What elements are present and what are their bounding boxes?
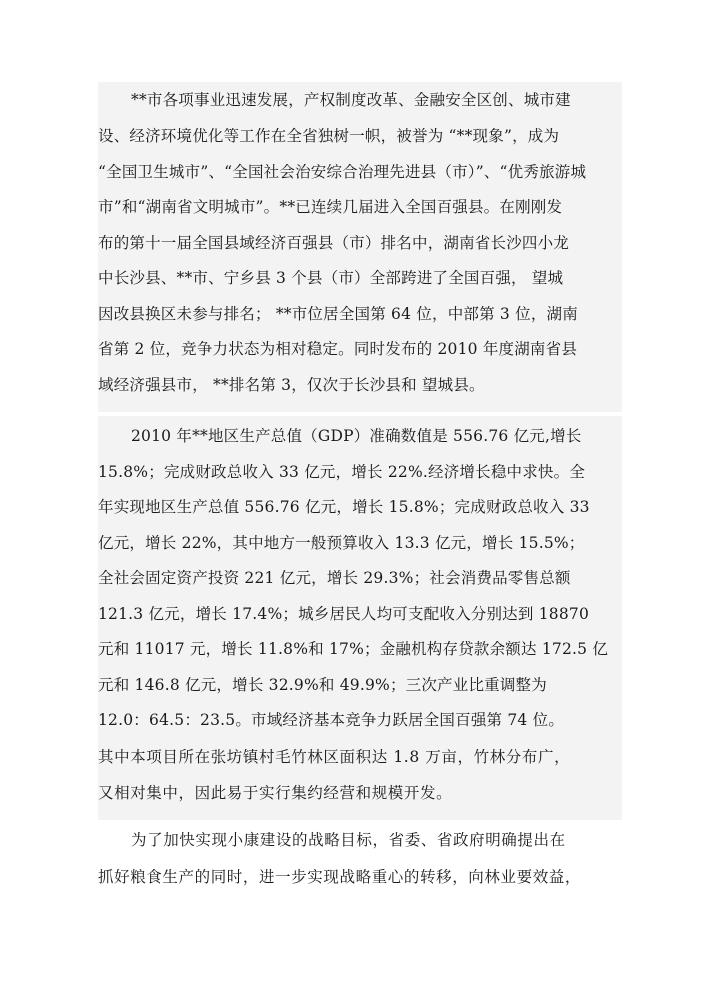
paragraph-1 bbox=[98, 82, 622, 412]
paragraph-2-line-4: 亿元，增长 22%，其中地方一般预算收入 13.3 亿元，增长 15.5%； bbox=[98, 534, 585, 552]
paragraph-1-line-8: 省第 2 位，竞争力状态为相对稳定。同时发布的 2010 年度湖南省县 bbox=[98, 340, 578, 358]
paragraph-2-line-8: 元和 146.8 亿元，增长 32.9%和 49.9%；三次产业比重调整为 bbox=[98, 676, 547, 694]
paragraph-1-line-4: 市”和“湖南省文明城市”。**已连续几届进入全国百强县。在刚刚发 bbox=[98, 198, 563, 216]
paragraph-3-line-1: 为了加快实现小康建设的战略目标，省委、省政府明确提出在 bbox=[131, 831, 566, 849]
paragraph-1-line-3: “全国卫生城市”、“全国社会治安综合治理先进县（市）”、“优秀旅游城 bbox=[98, 163, 587, 181]
paragraph-2-line-10: 其中本项目所在张坊镇村毛竹林区面积达 1.8 万亩，竹林分布广， bbox=[98, 748, 571, 766]
paragraph-1-line-9: 域经济强县市， **排名第 3，仅次于长沙县和 望城县。 bbox=[98, 376, 485, 394]
paragraph-2-line-9: 12.0：64.5：23.5。市域经济基本竞争力跃居全国百强第 74 位。 bbox=[98, 711, 565, 729]
paragraph-2-line-7: 元和 11017 元，增长 11.8%和 17%；金融机构存贷款余额达 172.5 亿 bbox=[98, 640, 609, 658]
paragraph-2 bbox=[98, 416, 622, 820]
paragraph-2-line-6: 121.3 亿元，增长 17.4%；城乡居民人均可支配收入分别达到 18870 bbox=[98, 605, 590, 623]
paragraph-1-line-5: 布的第十一届全国县域经济百强县（市）排名中，湖南省长沙四小龙 bbox=[98, 234, 570, 252]
paragraph-2-line-3: 年实现地区生产总值 556.76 亿元，增长 15.8%；完成财政总收入 33 bbox=[98, 498, 590, 516]
paragraph-3-line-2: 抓好粮食生产的同时，进一步实现战略重心的转移，向林业要效益， bbox=[98, 868, 582, 886]
paragraph-2-line-5: 全社会固定资产投资 221 亿元，增长 29.3%；社会消费品零售总额 bbox=[98, 569, 571, 587]
paragraph-1-line-1: **市各项事业迅速发展，产权制度改革、金融安全区创、城市建 bbox=[131, 91, 571, 109]
paragraph-2-line-11: 又相对集中，因此易于实行集约经营和规模开发。 bbox=[98, 784, 453, 802]
paragraph-2-line-1: 2010 年**地区生产总值（GDP）准确数值是 556.76 亿元,增长 bbox=[131, 427, 582, 445]
paragraph-3 bbox=[98, 820, 622, 920]
paragraph-1-line-6: 中长沙县、**市、宁乡县 3 个县（市）全部跨进了全国百强， 望城 bbox=[98, 269, 564, 287]
paragraph-1-line-2: 设、经济环境优化等工作在全省独树一帜，被誉为 “**现象”，成为 bbox=[98, 127, 560, 145]
paragraph-2-line-2: 15.8%；完成财政总收入 33 亿元，增长 22%.经济增长稳中求快。全 bbox=[98, 463, 586, 481]
paragraph-1-line-7: 因改县换区未参与排名； **市位居全国第 64 位，中部第 3 位，湖南 bbox=[98, 305, 578, 323]
